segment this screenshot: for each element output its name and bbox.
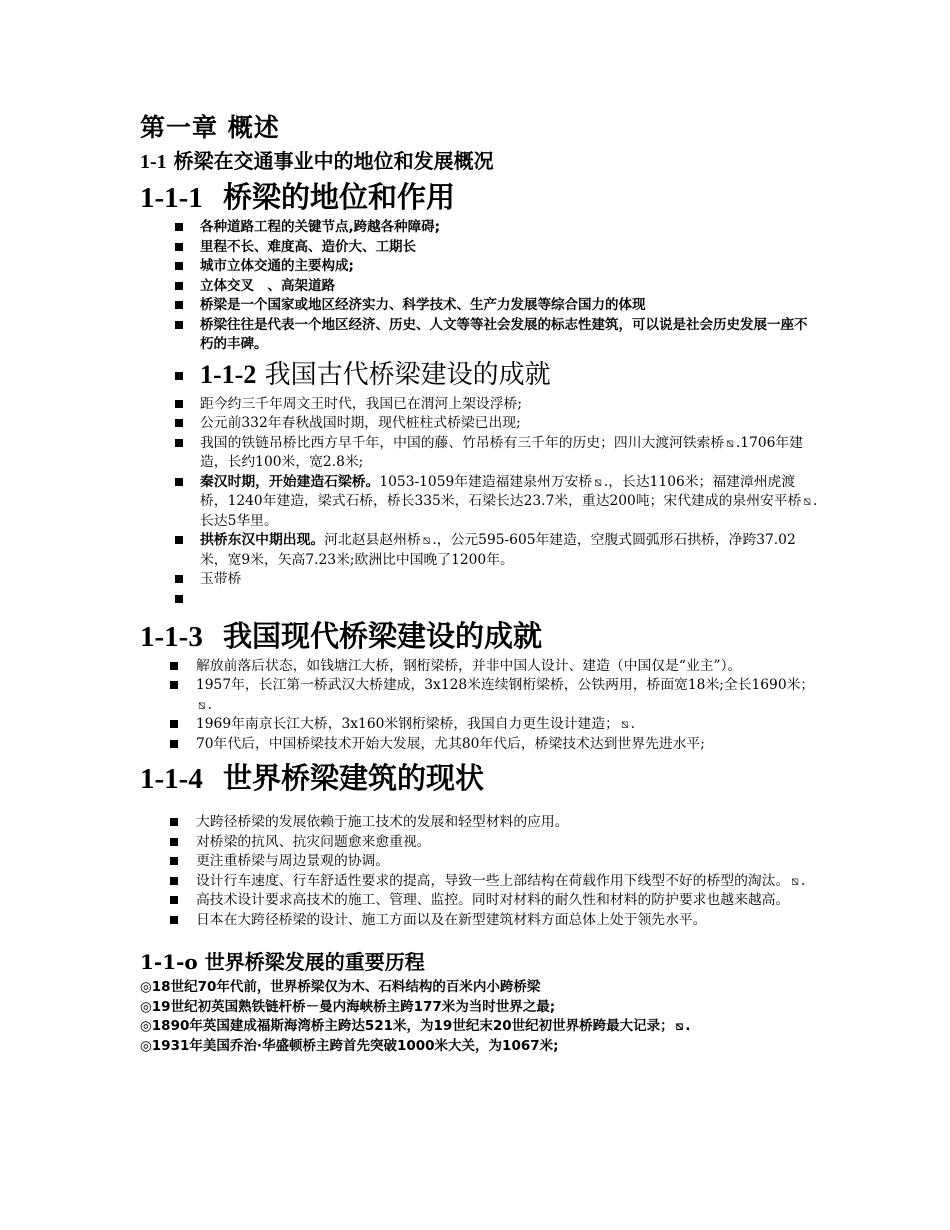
history-title: 1-1-o 世界桥梁发展的重要历程 [140,950,425,974]
subsection-number: 1-1-1 [140,182,203,214]
subsection-title-1 [140,177,820,218]
section-number: 1-1 [140,151,167,173]
list-item: 大跨径桥梁的发展依赖于施工技术的发展和轻型材料的应用。 [140,813,820,833]
list-item: 对桥梁的抗风、抗灾问题愈来愈重视。 [140,833,820,853]
link-arrow-icon[interactable]: ⧅ [803,494,812,508]
list-item: 桥梁往往是代表一个地区经济、历史、人文等等社会发展的标志性建筑，可以说是社会历史发展一座不朽的丰碑。 [140,316,820,355]
item-text: 1053-1059年建造福建泉州万安桥 [379,473,593,490]
item-text-tail: .，长达1106米；福建漳州虎渡桥，1240年建造，梁式石桥，桥长335米，石梁长达23.7米，重达200吨；宋代建成的泉州安平桥 [200,473,802,509]
subsection-title-text: 世界桥梁建筑的现状 [223,761,485,795]
link-arrow-icon[interactable]: ⧅ [620,717,629,731]
history-line [140,1017,820,1037]
list-item-empty [140,590,820,608]
link-arrow-icon[interactable]: ⧅ [422,533,431,547]
list-item: 城市立体交通的主要构成; [140,257,820,277]
list-item: 公元前332年春秋战国时期，现代桩柱式桥梁已出现; [140,414,820,434]
bullet-list-modern [140,657,820,755]
chapter-title: 第一章 概述 [140,113,280,142]
list-item [140,473,820,532]
link-arrow-icon[interactable]: ⧅ [594,474,602,489]
subsection-title-2 [140,357,820,393]
item-text: 设计行车速度、行车舒适性要求的提高，导致一些上部结构在荷载作用下线型不好的桥型的淘汰。 [196,872,790,889]
item-lead: 秦汉时期，开始建造石梁桥。 [200,473,380,490]
section-title [140,146,820,177]
list-item [140,676,820,715]
list-item: 距今约三千年周文王时代，我国已在渭河上架设浮桥; [140,395,820,415]
subsection-number: 1-1-4 [140,763,203,795]
item-text-tail: .，公元595-605年建造，空腹式圆弧形石拱桥，净跨37.02米，宽9米，矢高7.23米;欧洲比中国晚了1200年。 [200,532,796,568]
item-text: 我国的铁链吊桥比西方早千年，中国的藤、竹吊桥有三千年的历史；四川大渡河铁索桥 [200,434,725,451]
list-item [140,872,820,892]
subsection-number: 1-1-2 [200,359,257,389]
item-text-tail: . [800,872,806,889]
section-title-text: 桥梁在交通事业中的地位和发展概况 [173,149,494,173]
link-arrow-icon[interactable]: ⧅ [726,435,734,450]
subsection-title-3 [140,616,820,657]
item-text: 1969年南京长江大桥，3x160米钢桁梁桥，我国自力更生设计建造； [196,716,619,732]
item-lead: 拱桥东汉中期出现。 [200,532,325,548]
subsection-title-text: 桥梁的地位和作用 [223,180,456,214]
item-text: ◎1890年英国建成福斯海湾桥主跨达521米，为19世纪末20世纪初世界桥跨最大记录； [140,1018,674,1034]
link-arrow-icon[interactable]: ⧅ [675,1019,684,1033]
list-item: 70年代后，中国桥梁技术开始大发展，尤其80年代后，桥梁技术达到世界先进水平; [140,735,820,755]
link-arrow-icon[interactable]: ⧅ [791,873,799,888]
item-text-tail: . [630,716,635,732]
item-text: 1957年，长江第一桥武汉大桥建成，3x128米连续钢桁梁桥，公铁两用，桥面宽18米;全长1690米； [196,677,815,693]
item-text-tail: . [685,1018,691,1034]
list-item [140,434,820,473]
list-item: 日本在大跨径桥梁的设计、施工方面以及在新型建筑材料方面总体上处于领先水平。 [140,911,820,931]
subsection-title-text: 我国古代桥梁建设的成就 [264,359,551,390]
list-item: 玉带桥 [140,570,820,590]
link-arrow-icon[interactable]: ⧅ [198,697,206,712]
list-item: 里程不长、难度高、造价大、工期长 [140,238,820,258]
subsection-number: 1-1-3 [140,620,203,653]
item-text: 河北赵县赵州桥 [324,532,421,548]
bullet-list-ancient [140,357,820,608]
list-item: 高技术设计要求高技术的施工、管理、监控。同时对材料的耐久性和材料的防护要求也越来越高。 [140,891,820,911]
history-line: ◎1931年美国乔治·华盛顿桥主跨首先突破1000米大关，为1067米; [140,1037,559,1054]
list-item: 各种道路工程的关键节点,跨越各种障碍; [140,218,820,238]
list-item [140,715,820,735]
item-text-tail: .长达5华里。 [200,493,818,529]
item-text-tail: .1706年建造，长约100米，宽2.8米; [200,434,804,470]
subsection-title-4 [140,758,820,799]
list-item: 桥梁是一个国家或地区经济实力、科学技术、生产力发展等综合国力的体现 [140,296,820,316]
history-line: ◎18世纪70年代前，世界桥梁仅为木、石料结构的百米内小跨桥梁 [140,979,541,995]
list-item: 立体交叉 、高架道路 [140,277,820,297]
list-item: 解放前落后状态，如钱塘江大桥，钢桁梁桥，并非中国人设计、建造（中国仅是“业主”）。 [140,657,820,677]
subsection-title-text: 我国现代桥梁建设的成就 [223,618,543,653]
bullet-list-world [140,813,820,930]
list-item: 更注重桥梁与周边景观的协调。 [140,852,820,872]
history-line: ◎19世纪初英国熟铁链杆桥－曼内海峡桥主跨177米为当时世界之最; [140,998,556,1015]
list-item [140,531,820,570]
item-text-tail: . [207,696,213,713]
bullet-list-role [140,218,820,355]
document-content [140,110,820,1056]
